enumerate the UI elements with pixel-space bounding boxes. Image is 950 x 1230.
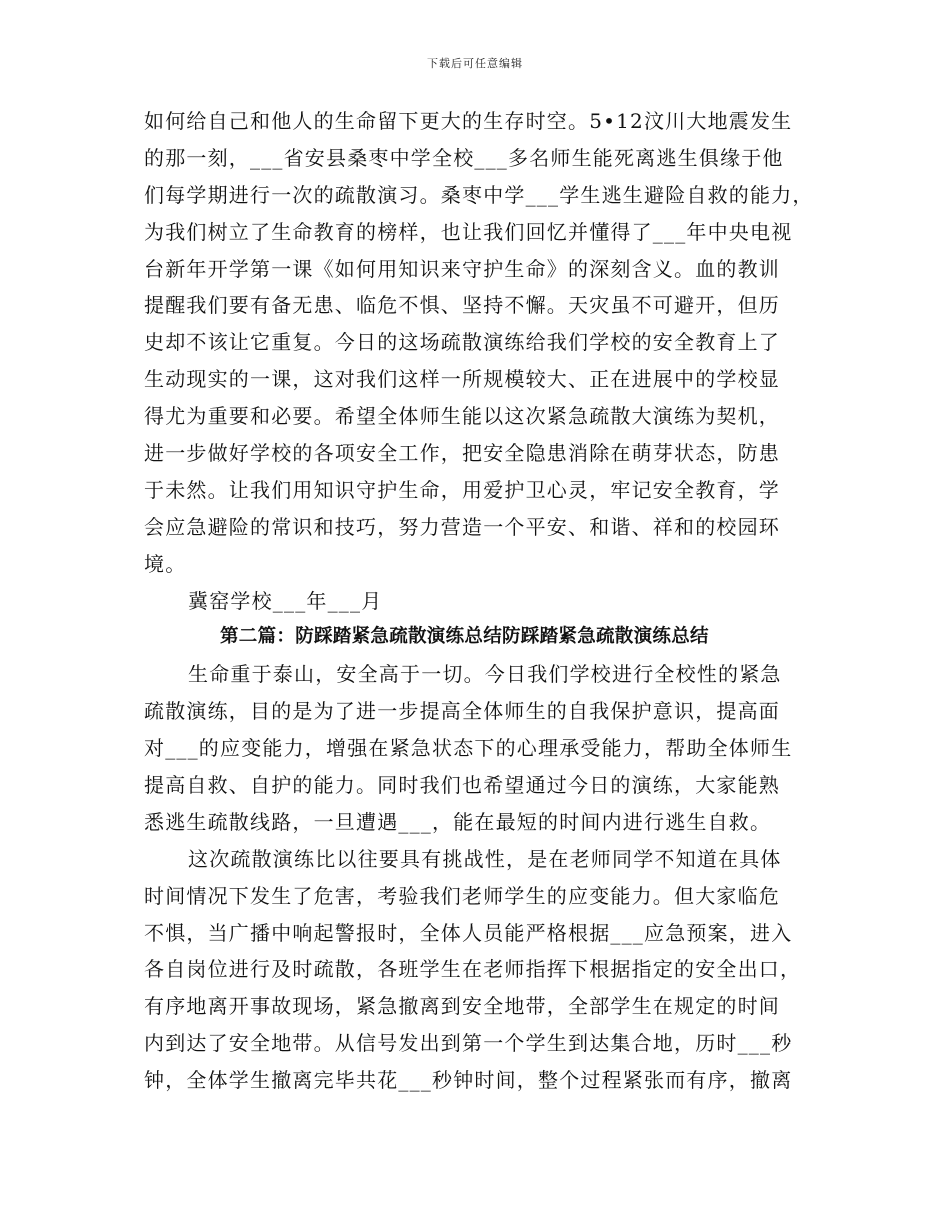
paragraph-line: 时间情况下发生了危害，考验我们老师学生的应变能力。但大家临危 [144,883,780,908]
paragraph-line: 生动现实的一课，这对我们这样一所规模较大、正在进展中的学校显 [144,367,780,392]
paragraph-line: 史却不该让它重复。今日的这场疏散演练给我们学校的安全教育上了 [144,330,780,355]
paragraph-line: 对___的应变能力，增强在紧急状态下的心理承受能力，帮助全体师生 [144,736,793,761]
paragraph-line: 提醒我们要有备无患、临危不惧、坚持不懈。天灾虽不可避开，但历 [144,293,780,318]
paragraph-line: 为我们树立了生命教育的榜样，也让我们回忆并懂得了___年中央电视 [144,219,793,244]
paragraph-line: 境。 [144,551,187,576]
paragraph-line: 提高自救、自护的能力。同时我们也希望通过今日的演练，大家能熟 [144,773,780,798]
paragraph-line: 如何给自己和他人的生命留下更大的生存时空。5•12汶川大地震发生 [144,109,793,133]
signature-line: 冀窑学校___年___月 [188,588,383,613]
paragraph-line: 钟，全体学生撤离完毕共花___秒钟时间，整个过程紧张而有序，撤离 [144,1068,793,1093]
paragraph-line: 疏散演练，目的是为了进一步提高全体师生的自我保护意识，提高面 [144,699,780,724]
paragraph-line: 不惧，当广播中响起警报时，全体人员能严格根据___应急预案，进入 [144,920,793,945]
paragraph-line: 内到达了安全地带。从信号发出到第一个学生到达集合地，历时___秒 [144,1031,793,1056]
paragraph-line: 们每学期进行一次的疏散演习。桑枣中学___学生逃生避险自救的能力， [144,182,814,207]
paragraph-line: 台新年开学第一课《如何用知识来守护生命》的深刻含义。血的教训 [144,256,780,281]
document-body [144,103,824,1099]
paragraph-line: 生命重于泰山，安全高于一切。今日我们学校进行全校性的紧急 [188,662,782,687]
paragraph-line: 的那一刻，___省安县桑枣中学全校___多名师生能死离逃生俱缘于他 [144,145,784,170]
paragraph-line: 各自岗位进行及时疏散，各班学生在老师指挥下根据指定的安全出口， [144,957,802,982]
paragraph-line: 有序地离开事故现场，紧急撤离到安全地带，全部学生在规定的时间 [144,994,780,1019]
paragraph-line: 得尤为重要和必要。希望全体师生能以这次紧急疏散大演练为契机， [144,404,780,429]
paragraph-line: 进一步做好学校的各项安全工作，把安全隐患消除在萌芽状态，防患 [144,441,780,466]
paragraph-line: 会应急避险的常识和技巧，努力营造一个平安、和谐、祥和的校园环 [144,514,780,539]
paragraph-line: 悉逃生疏散线路，一旦遭遇___，能在最短的时间内进行逃生自救。 [144,809,772,834]
paragraph-line: 于未然。让我们用知识守护生命，用爱护卫心灵，牢记安全教育，学 [144,477,780,502]
section-title: 第二篇：防踩踏紧急疏散演练总结防踩踏紧急疏散演练总结 [220,626,709,648]
header-note: 下载后可任意编辑 [427,57,523,70]
paragraph-line: 这次疏散演练比以往要具有挑战性，是在老师同学不知道在具体 [188,846,782,871]
